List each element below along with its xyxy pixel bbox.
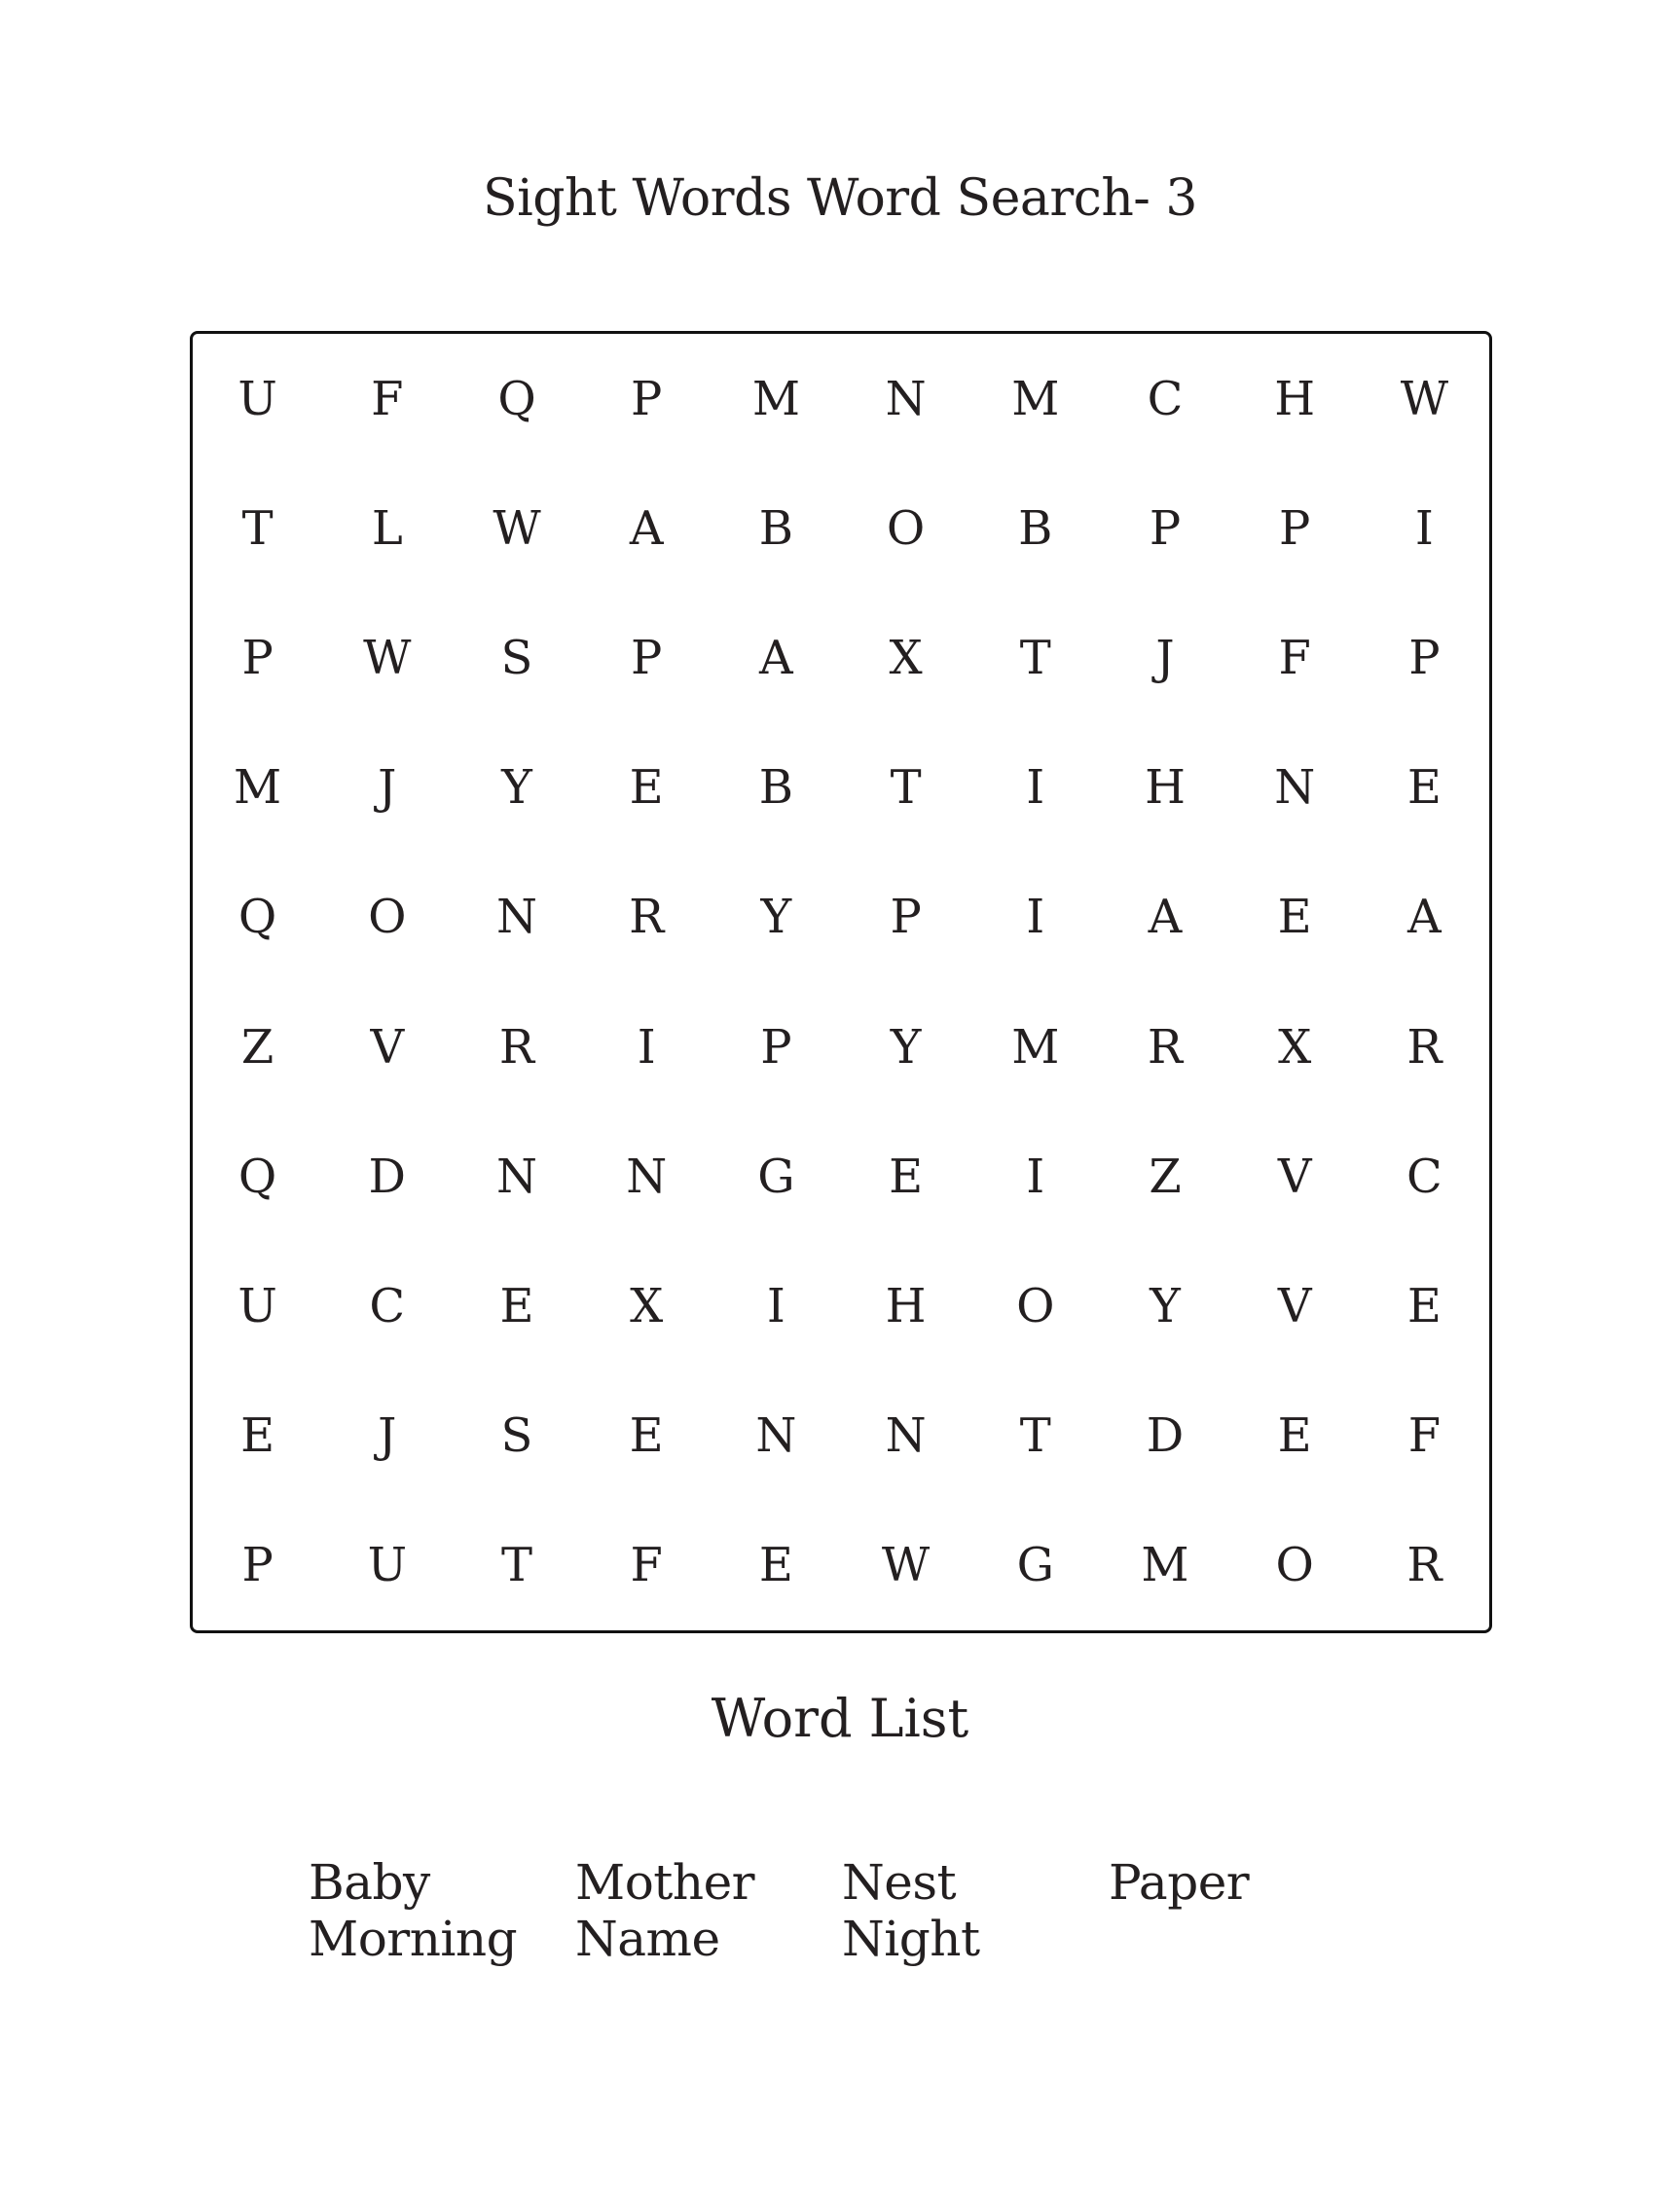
grid-cell: D	[368, 1149, 407, 1204]
grid-cell: E	[499, 1278, 534, 1333]
grid-cell: A	[1148, 890, 1183, 945]
grid-cell: O	[886, 500, 926, 556]
grid-cell: C	[1406, 1149, 1443, 1204]
grid-cell: F	[630, 1538, 663, 1593]
word-list-item: Mother	[575, 1854, 755, 1911]
grid-cell: U	[237, 1278, 277, 1333]
grid-cell: T	[890, 760, 922, 816]
grid-cell: V	[370, 1019, 405, 1075]
grid-cell: P	[1279, 500, 1311, 556]
grid-cell: R	[498, 1019, 535, 1075]
grid-cell: A	[759, 630, 793, 685]
grid-cell: X	[630, 1278, 664, 1333]
grid-cell: R	[629, 890, 665, 945]
grid-cell: D	[1146, 1408, 1185, 1464]
letter-grid	[193, 334, 1489, 1630]
grid-cell: W	[1400, 371, 1449, 426]
grid-cell: L	[371, 500, 403, 556]
grid-cell: R	[1406, 1538, 1443, 1593]
grid-cell: F	[371, 371, 404, 426]
grid-cell: C	[369, 1278, 406, 1333]
grid-cell: M	[1011, 371, 1060, 426]
grid-cell: N	[755, 1408, 797, 1464]
grid-cell: W	[493, 500, 541, 556]
grid-cell: I	[1026, 890, 1045, 945]
word-list-row	[309, 1911, 1477, 1967]
grid-cell: P	[631, 371, 663, 426]
grid-cell: N	[885, 371, 927, 426]
grid-cell: I	[1414, 500, 1434, 556]
puzzle-grid-box	[190, 331, 1492, 1633]
word-list-item: Nest	[842, 1854, 957, 1911]
grid-cell: N	[885, 1408, 927, 1464]
grid-cell: J	[378, 1408, 397, 1464]
grid-cell: W	[881, 1538, 931, 1593]
grid-cell: U	[237, 371, 277, 426]
grid-cell: Q	[237, 890, 277, 945]
grid-cell: N	[495, 1149, 537, 1204]
grid-cell: M	[751, 371, 800, 426]
word-list-item: Name	[575, 1911, 720, 1967]
grid-cell: W	[363, 630, 412, 685]
grid-cell: T	[241, 500, 274, 556]
grid-cell: S	[500, 630, 533, 685]
word-list-item: Night	[842, 1911, 980, 1967]
word-list-item: Paper	[1109, 1854, 1250, 1911]
grid-cell: R	[1406, 1019, 1443, 1075]
grid-cell: O	[368, 890, 407, 945]
grid-cell: E	[889, 1149, 924, 1204]
grid-cell: I	[637, 1019, 656, 1075]
grid-cell: J	[1155, 630, 1175, 685]
grid-cell: E	[1406, 760, 1442, 816]
grid-cell: T	[1019, 630, 1051, 685]
grid-cell: S	[500, 1408, 533, 1464]
grid-cell: I	[1026, 760, 1045, 816]
grid-cell: B	[758, 760, 794, 816]
grid-cell: M	[1011, 1019, 1060, 1075]
grid-cell: C	[1147, 371, 1184, 426]
grid-cell: I	[766, 1278, 785, 1333]
word-list-row	[309, 1854, 1477, 1911]
grid-cell: A	[629, 500, 664, 556]
grid-cell: J	[378, 760, 397, 816]
grid-cell: H	[1274, 371, 1316, 426]
grid-cell: H	[1145, 760, 1186, 816]
grid-cell: E	[1277, 1408, 1312, 1464]
grid-cell: X	[889, 630, 923, 685]
grid-cell: B	[1018, 500, 1053, 556]
grid-cell: B	[758, 500, 794, 556]
grid-cell: V	[1277, 1278, 1312, 1333]
grid-cell: Y	[501, 760, 532, 816]
grid-cell: E	[758, 1538, 793, 1593]
word-list-item: Morning	[309, 1911, 518, 1967]
grid-cell: N	[495, 890, 537, 945]
grid-cell: X	[1278, 1019, 1312, 1075]
grid-cell: P	[1408, 630, 1441, 685]
grid-cell: Q	[497, 371, 536, 426]
grid-cell: P	[631, 630, 663, 685]
word-list-item: Baby	[309, 1854, 430, 1911]
grid-cell: V	[1277, 1149, 1312, 1204]
grid-cell: E	[629, 1408, 664, 1464]
grid-cell: P	[1149, 500, 1182, 556]
page-title: Sight Words Word Search- 3	[483, 169, 1197, 228]
grid-cell: T	[500, 1538, 532, 1593]
grid-cell: U	[367, 1538, 408, 1593]
grid-cell: E	[240, 1408, 275, 1464]
grid-cell: P	[241, 630, 274, 685]
grid-cell: Z	[240, 1019, 274, 1075]
grid-cell: G	[757, 1149, 795, 1204]
grid-cell: A	[1407, 890, 1442, 945]
grid-cell: M	[234, 760, 282, 816]
grid-cell: I	[1026, 1149, 1045, 1204]
grid-cell: N	[1274, 760, 1316, 816]
grid-cell: H	[885, 1278, 927, 1333]
grid-cell: O	[1275, 1538, 1314, 1593]
grid-cell: P	[241, 1538, 274, 1593]
grid-cell: N	[626, 1149, 668, 1204]
grid-cell: Y	[1150, 1278, 1181, 1333]
grid-cell: P	[890, 890, 922, 945]
grid-cell: M	[1141, 1538, 1189, 1593]
grid-cell: E	[1406, 1278, 1442, 1333]
grid-cell: O	[1016, 1278, 1055, 1333]
grid-cell: Y	[760, 890, 792, 945]
grid-cell: E	[1277, 890, 1312, 945]
grid-cell: G	[1016, 1538, 1054, 1593]
word-list	[309, 1854, 1477, 1967]
word-list-title: Word List	[711, 1688, 969, 1749]
grid-cell: T	[1019, 1408, 1051, 1464]
grid-cell: Z	[1149, 1149, 1182, 1204]
grid-cell: R	[1147, 1019, 1184, 1075]
grid-cell: F	[1407, 1408, 1442, 1464]
grid-cell: Q	[237, 1149, 277, 1204]
grid-cell: P	[760, 1019, 792, 1075]
grid-cell: E	[629, 760, 664, 816]
grid-cell: F	[1278, 630, 1311, 685]
grid-cell: Y	[890, 1019, 922, 1075]
